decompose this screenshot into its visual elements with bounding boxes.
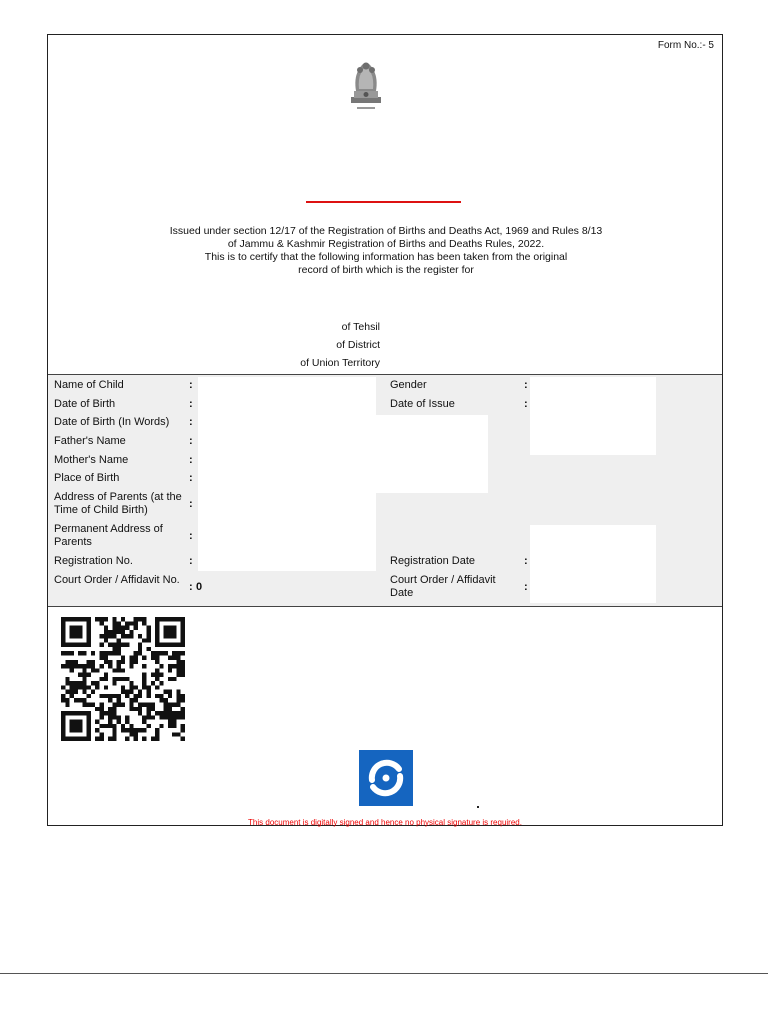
label-gender: Gender — [390, 379, 427, 391]
label-date-of-issue: Date of Issue — [390, 398, 455, 410]
colon: : — [524, 555, 528, 567]
qr-code — [58, 617, 188, 741]
signature-mark — [477, 806, 479, 808]
label-dob-in-words: Date of Birth (In Words) — [54, 416, 170, 428]
value-area — [530, 525, 656, 603]
colon: : — [189, 454, 193, 466]
value-area — [530, 377, 656, 455]
court-order-no-value: 0 — [196, 581, 203, 593]
divider — [48, 606, 722, 607]
label-court-order-no: Court Order / Affidavit No. — [54, 574, 180, 586]
colon: : — [524, 398, 528, 410]
label-date-of-birth: Date of Birth — [54, 398, 116, 410]
label-address-of-parents: Address of Parents (at the Time of Child Birth) — [54, 491, 182, 516]
value-area — [376, 415, 488, 493]
title-underline — [306, 201, 461, 203]
digilocker-logo-icon — [359, 750, 413, 806]
national-emblem-icon — [346, 57, 386, 115]
label-fathers-name: Father's Name — [54, 435, 126, 447]
label-registration-no: Registration No. — [54, 555, 133, 567]
colon: : — [524, 379, 528, 391]
certificate-intro — [108, 225, 664, 277]
intro-line: record of birth which is the register for — [298, 264, 474, 276]
place-district: of District — [336, 339, 380, 351]
colon: : — [189, 398, 193, 410]
page-divider — [0, 973, 768, 974]
colon: : — [189, 472, 193, 484]
place-territory: of Union Territory — [300, 357, 380, 369]
intro-line: This is to certify that the following information has been taken from the original — [204, 251, 568, 263]
intro-line: of Jammu & Kashmir Registration of Births and Deaths Rules, 2022. — [227, 238, 545, 250]
colon: : — [189, 530, 193, 542]
place-tehsil: of Tehsil — [341, 321, 380, 333]
birth-certificate — [47, 34, 723, 826]
details-table — [48, 375, 722, 606]
colon: : — [189, 416, 193, 428]
colon: : — [189, 435, 193, 447]
intro-line: Issued under section 12/17 of the Registration of Births and Deaths Act, 1969 and Rules 8/13 — [169, 225, 603, 237]
label-name-of-child: Name of Child — [54, 379, 124, 391]
label-place-of-birth: Place of Birth — [54, 472, 120, 484]
colon: : — [189, 555, 193, 567]
colon: : — [189, 581, 193, 593]
label-mothers-name: Mother's Name — [54, 454, 129, 466]
label-registration-date: Registration Date — [390, 555, 475, 567]
form-number: Form No.:- 5 — [657, 40, 714, 51]
value-area — [198, 377, 376, 571]
colon: : — [189, 379, 193, 391]
digital-signature-note: This document is digitally signed and hence no physical signature is required. — [248, 818, 522, 827]
label-court-order-date: Court Order / Affidavit Date — [390, 574, 496, 599]
colon: : — [524, 581, 528, 593]
colon: : — [189, 498, 193, 510]
label-permanent-address: Permanent Address of Parents — [54, 523, 163, 548]
